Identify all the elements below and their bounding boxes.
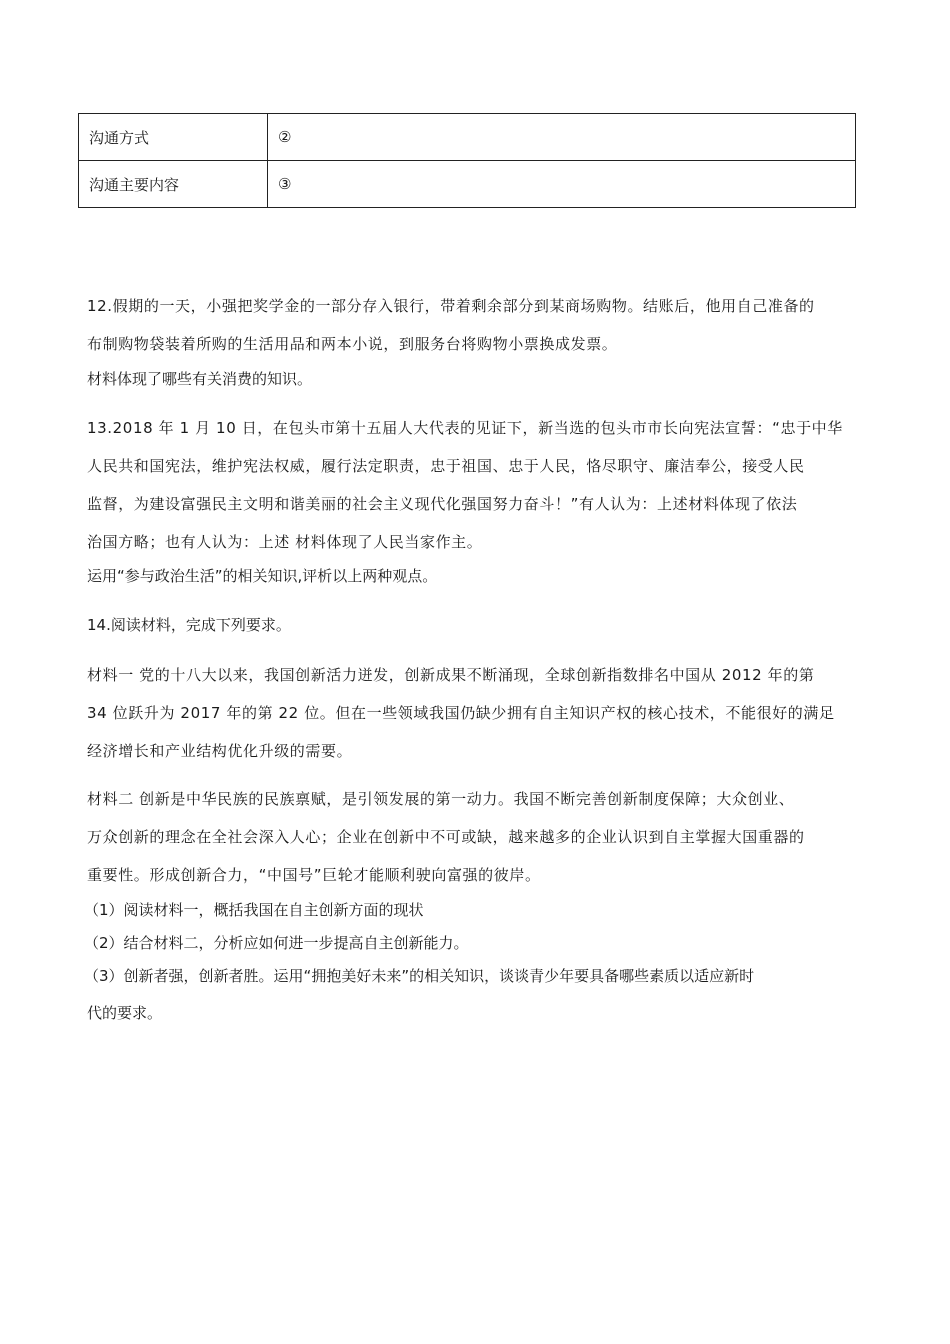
table-row <box>79 161 856 208</box>
material-two <box>87 780 862 894</box>
question-13-line: 治国方略；也有人认为：上述 材料体现了人民当家作主。 <box>87 533 483 551</box>
question-13-prompt: 运用“参与政治生活”的相关知识,评析以上两种观点。 <box>87 567 438 585</box>
question-13-line: 13.2018 年 1 月 10 日，在包头市第十五届人大代表的见证下，新当选的包头市市长向宪法宣誓：“忠于中华 <box>87 419 843 437</box>
question-14-heading: 14.阅读材料，完成下列要求。 <box>87 616 291 634</box>
communication-table <box>78 113 856 208</box>
question-12-line: 12.假期的一天，小强把奖学金的一部分存入银行，带着剩余部分到某商场购物。结账后，他用自己准备的 <box>87 297 815 315</box>
material-one-line: 34 位跃升为 2017 年的第 22 位。但在一些领域我国仍缺少拥有自主知识产权的核心技术，不能很好的满足 <box>87 704 835 722</box>
question-12-line: 布制购物袋装着所购的生活用品和两本小说，到服务台将购物小票换成发票。 <box>87 335 618 353</box>
table-row <box>79 114 856 161</box>
table-cell-value: ② <box>268 114 856 161</box>
material-one-line: 经济增长和产业结构优化升级的需要。 <box>87 742 353 760</box>
question-13-line: 监督，为建设富强民主文明和谐美丽的社会主义现代化强国努力奋斗！”有人认为：上述材料体现了依法 <box>87 495 798 513</box>
material-two-line: 材料二 创新是中华民族的民族禀赋，是引领发展的第一动力。我国不断完善创新制度保障；大众创业、 <box>87 790 795 808</box>
question-13-line: 人民共和国宪法，维护宪法权威，履行法定职责，忠于祖国、忠于人民，恪尽职守、廉洁奉公，接受人民 <box>87 457 805 475</box>
table-cell-label: 沟通主要内容 <box>79 161 268 208</box>
sub-question-3: （3）创新者强，创新者胜。运用“拥抱美好未来”的相关知识，谈谈青少年要具备哪些素质以适应新时 <box>84 967 755 985</box>
question-12 <box>87 287 862 363</box>
sub-question-3-continued: 代的要求。 <box>87 1004 163 1022</box>
material-two-line: 重要性。形成创新合力，“中国号”巨轮才能顺利驶向富强的彼岸。 <box>87 866 541 884</box>
question-13 <box>87 409 862 561</box>
material-one-line: 材料一 党的十八大以来，我国创新活力迸发，创新成果不断涌现，全球创新指数排名中国从 2012 年的第 <box>87 666 815 684</box>
communication-table-grid <box>78 113 856 208</box>
table-cell-label: 沟通方式 <box>79 114 268 161</box>
sub-question-1: （1）阅读材料一，概括我国在自主创新方面的现状 <box>84 901 424 919</box>
question-12-prompt: 材料体现了哪些有关消费的知识。 <box>87 370 313 388</box>
material-one <box>87 656 862 770</box>
table-cell-value: ③ <box>268 161 856 208</box>
sub-question-2: （2）结合材料二，分析应如何进一步提高自主创新能力。 <box>84 934 469 952</box>
material-two-line: 万众创新的理念在全社会深入人心；企业在创新中不可或缺，越来越多的企业认识到自主掌握大国重器的 <box>87 828 805 846</box>
